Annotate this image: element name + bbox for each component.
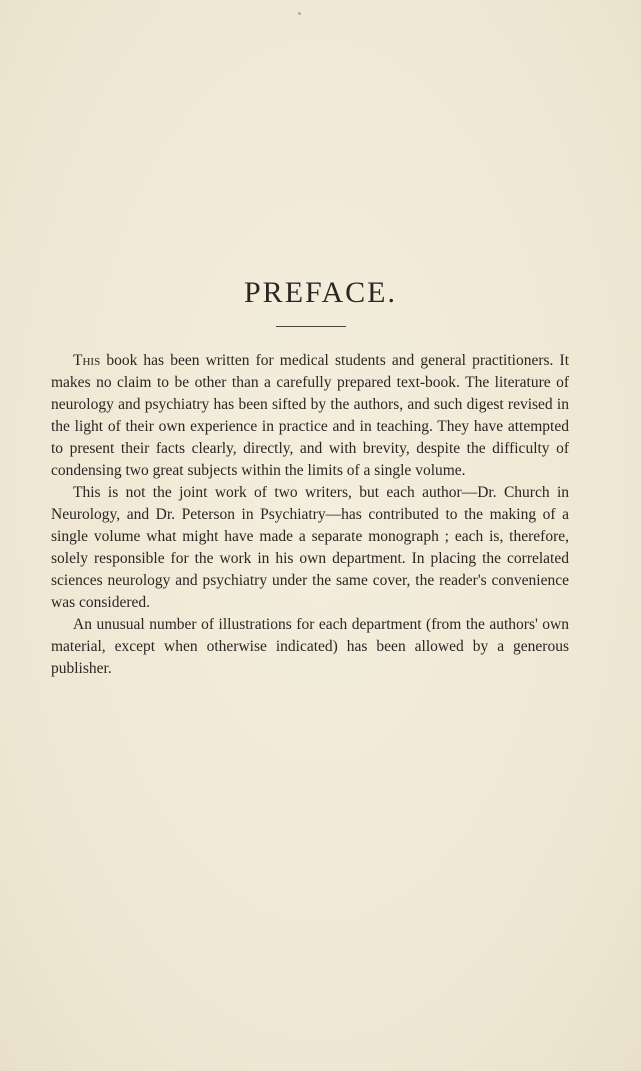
paragraph-3-text: An unusual number of illustrations for each department (from the authors' own material, except when otherwise indicated) has been allowed by a generous publisher. [51,616,569,677]
preface-body [51,350,569,680]
paper-speck [298,12,301,15]
paragraph-3 [51,614,569,680]
paragraph-1 [51,350,569,482]
paragraph-1-lead: This [73,352,101,369]
paragraph-2 [51,482,569,614]
paragraph-2-text: This is not the joint work of two writers, but each author—Dr. Church in Neurology, and Dr. Peterson in Psychiatry—has contributed to the making of a single volume what might have made a separate monograph ; each is, therefore, solely responsible for the work in his own department. In placing the correlated sciences neurology and psychiatry under the same cover, the reader's convenience was considered. [51,484,569,611]
paragraph-1-text: book has been written for medical students and general practitioners. It makes no claim to be other than a carefully prepared text-book. The literature of neurology and psychiatry has been sifted by the authors, and such digest revised in the light of their own experience in practice and in teaching. They have attempted to present their facts clearly, directly, and with brevity, despite the difficulty of condensing two great subjects within the limits of a single volume. [51,352,569,479]
page-title: PREFACE. [244,276,397,309]
title-rule [276,326,346,327]
